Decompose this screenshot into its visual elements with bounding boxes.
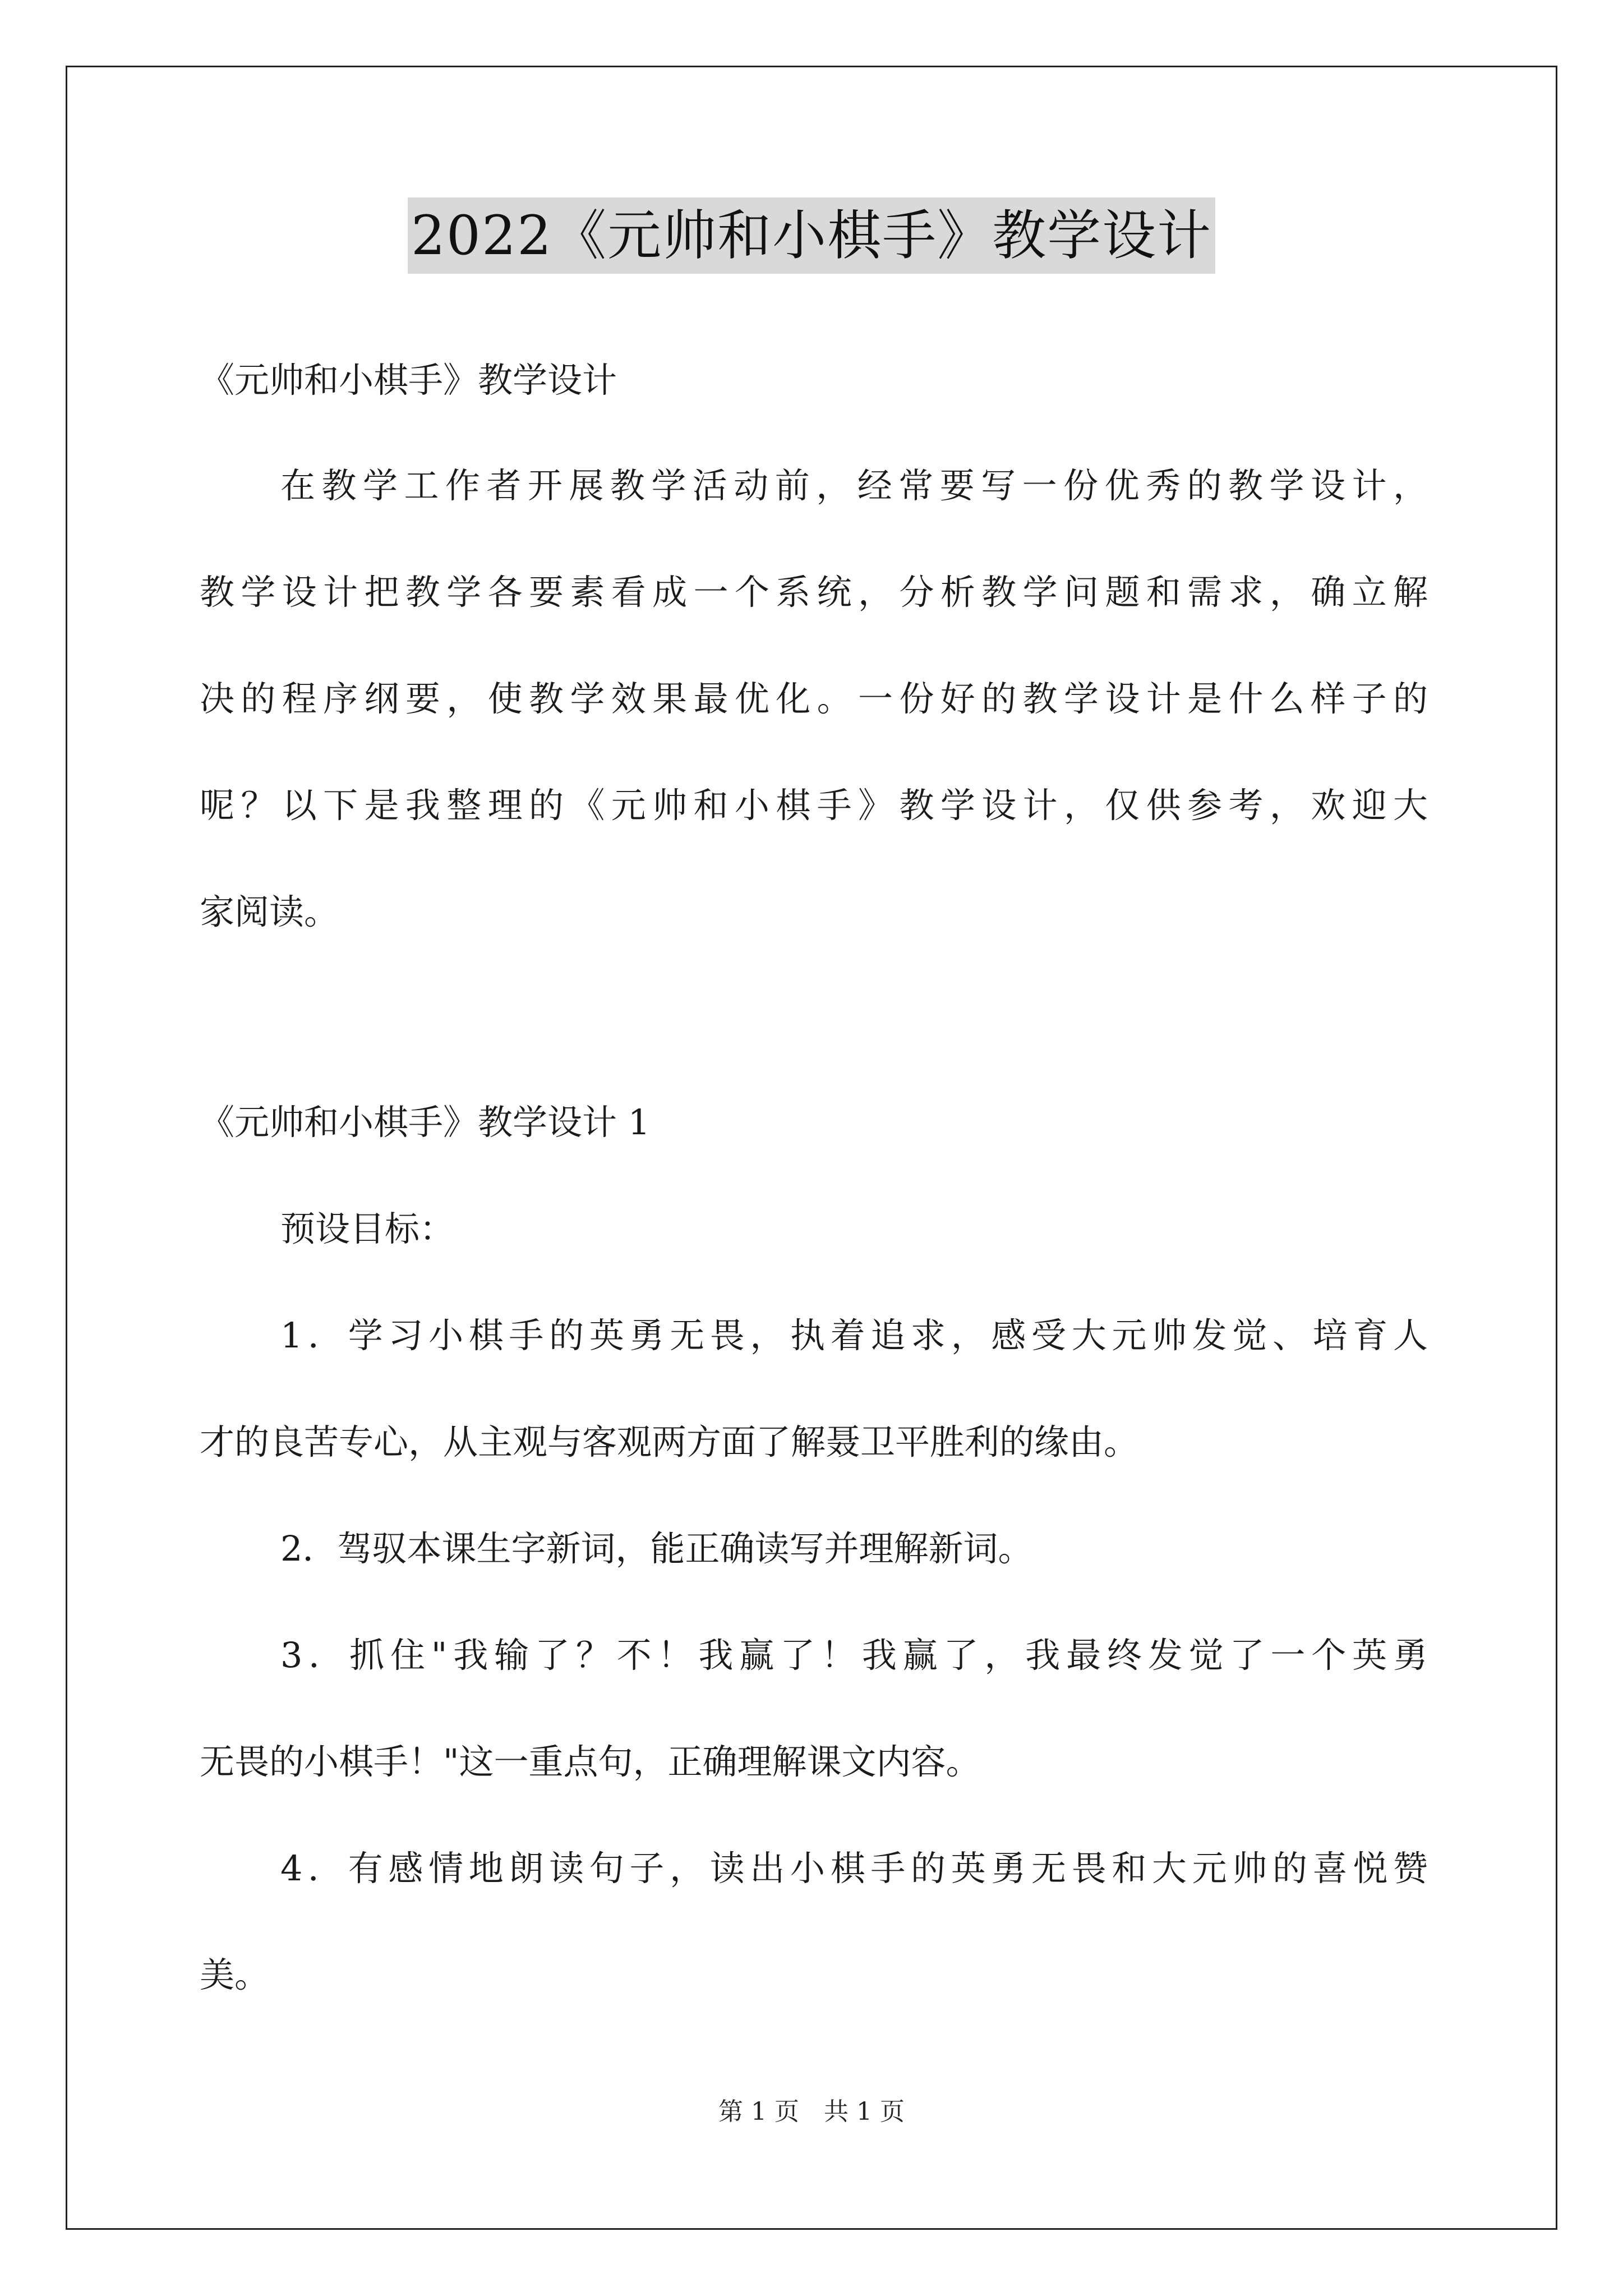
- objectives-label: 预设目标：: [280, 1208, 455, 1249]
- intro-line-4: 呢？以下是我整理的《元帅和小棋手》教学设计，仅供参考，欢迎大: [200, 785, 1428, 826]
- intro-line-1: 在教学工作者开展教学活动前，经常要写一份优秀的教学设计，: [280, 465, 1428, 506]
- intro-line-5: 家阅读。: [200, 891, 339, 932]
- intro-line-2: 教学设计把教学各要素看成一个系统，分析教学问题和需求，确立解: [200, 572, 1428, 613]
- document-title: 2022《元帅和小棋手》教学设计: [408, 197, 1215, 274]
- objective-2-line-1: 2．驾驭本课生字新词，能正确读写并理解新词。: [280, 1528, 1033, 1569]
- objective-4-line-2: 美。: [200, 1954, 270, 1995]
- objective-1-line-1: 1．学习小棋手的英勇无畏，执着追求，感受大元帅发觉、培育人: [280, 1315, 1428, 1356]
- title-container: [0, 197, 1623, 274]
- page-footer: 第 1 页 共 1 页: [718, 2097, 905, 2126]
- section-heading: 《元帅和小棋手》教学设计 1: [200, 1102, 651, 1143]
- objective-1-line-2: 才的良苦专心，从主观与客观两方面了解聂卫平胜利的缘由。: [200, 1421, 1139, 1462]
- objective-4-line-1: 4．有感情地朗读句子，读出小棋手的英勇无畏和大元帅的喜悦赞: [280, 1848, 1428, 1889]
- objective-3-line-1: 3．抓住"我输了？不！我赢了！我赢了，我最终发觉了一个英勇: [280, 1635, 1428, 1676]
- document-subtitle: 《元帅和小棋手》教学设计: [200, 360, 617, 401]
- objective-3-line-2: 无畏的小棋手！"这一重点句，正确理解课文内容。: [200, 1741, 981, 1782]
- intro-line-3: 决的程序纲要，使教学效果最优化。一份好的教学设计是什么样子的: [200, 678, 1428, 719]
